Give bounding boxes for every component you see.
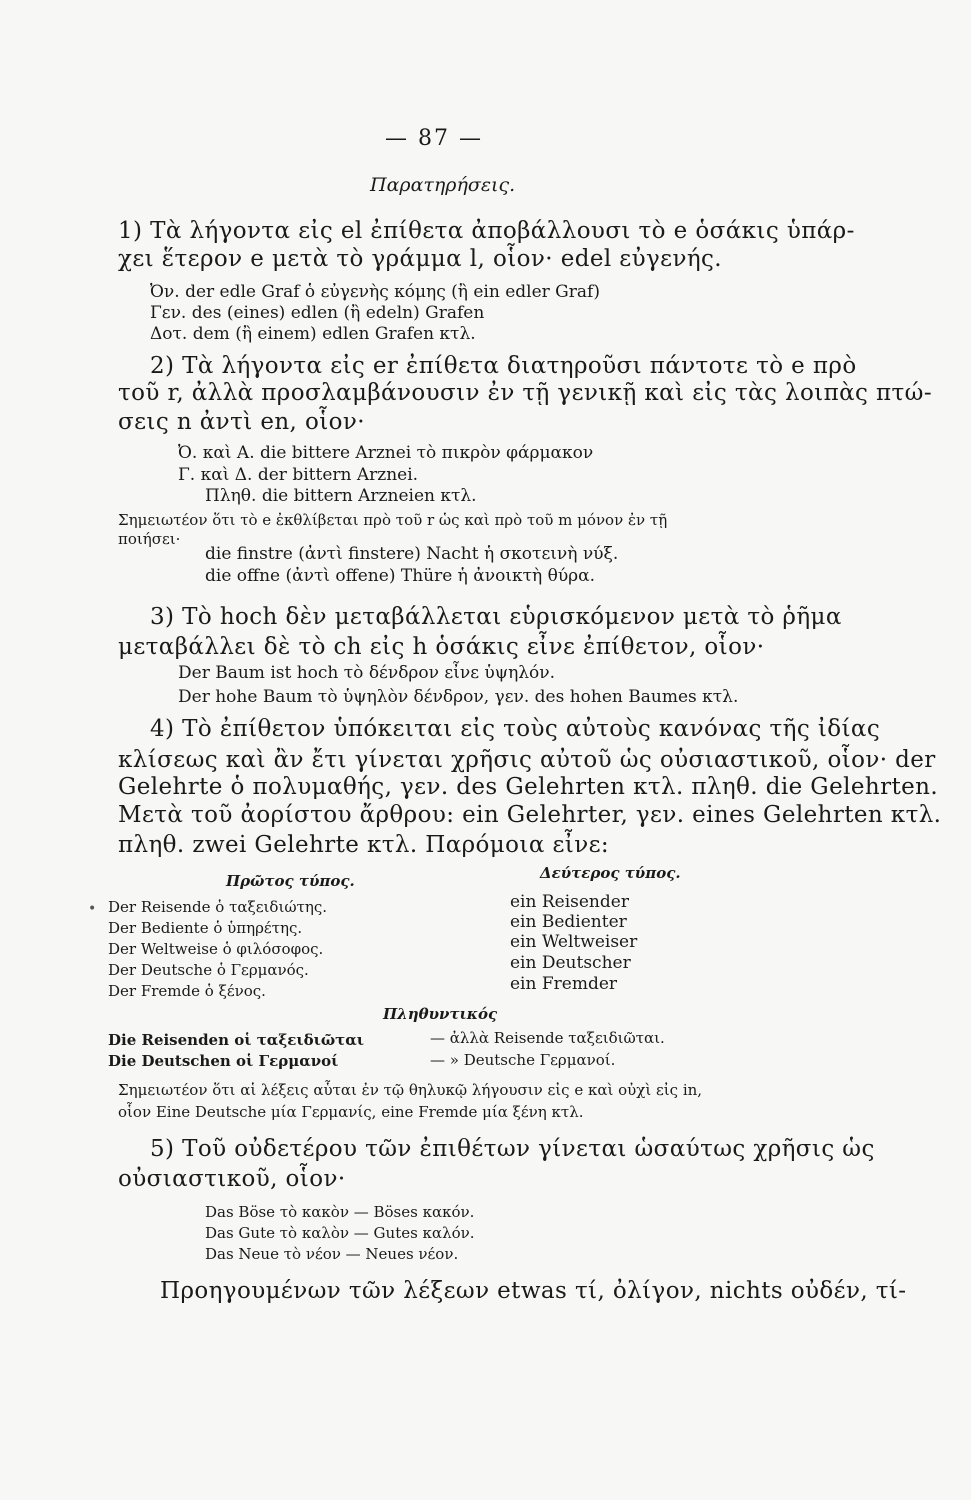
plural-left-item: Die Deutschen οἱ Γερμανοί xyxy=(108,1052,339,1070)
obs1-line-1: 1) Τὰ λήγοντα εἰς el ἐπίθετα ἀποβάλλουσι τὸ e ὁσάκις ὑπάρ- xyxy=(118,218,855,244)
obs1-example: Γεν. des (eines) edlen (ἢ edeln) Grafen xyxy=(150,303,485,323)
obs2-example: Γ. καὶ Δ. der bittern Arznei. xyxy=(178,465,419,485)
obs4-line-4: Μετὰ τοῦ ἀορίστου ἄρθρου: ein Gelehrter, γεν. eines Gelehrten κτλ. xyxy=(118,802,942,828)
first-type-item: Der Bediente ὁ ὑπηρέτης. xyxy=(108,919,303,937)
obs2-note-example: die finstre (ἀντὶ finstere) Nacht ἡ σκοτεινὴ νύξ. xyxy=(205,544,619,564)
plural-heading: Πληθυντικός xyxy=(383,1005,498,1023)
decl-note-line-1: Σημειωτέον ὅτι αἱ λέξεις αὗται ἐν τῷ θηλυκῷ λήγουσιν εἰς e καὶ οὐχὶ εἰς in, xyxy=(118,1081,703,1099)
plural-right-item: — » Deutsche Γερμανοί. xyxy=(430,1051,616,1069)
obs4-line-5: πληθ. zwei Gelehrte κτλ. Παρόμοια εἶνε: xyxy=(118,832,610,858)
first-type-item: Der Fremde ὁ ξένος. xyxy=(108,982,266,1000)
obs5-line-2: οὐσιαστικοῦ, οἷον· xyxy=(118,1166,346,1192)
last-line: Προηγουμένων τῶν λέξεων etwas τί, ὀλίγον, nichts οὐδέν, τί- xyxy=(160,1278,907,1304)
obs3-example: Der Baum ist hoch τὸ δένδρον εἶνε ὑψηλόν. xyxy=(178,663,556,683)
obs1-line-2: χει ἕτερον e μετὰ τὸ γράμμα l, οἷον· edel εὐγενής. xyxy=(118,246,723,272)
obs2-line-1: 2) Τὰ λήγοντα εἰς er ἐπίθετα διατηροῦσι πάντοτε τὸ e πρὸ xyxy=(150,353,857,379)
first-type-heading: Πρῶτος τύπος. xyxy=(226,872,355,890)
decl-note-line-2: οἷον Eine Deutsche μία Γερμανίς, eine Fremde μία ξένη κτλ. xyxy=(118,1103,584,1121)
second-type-item: ein Fremder xyxy=(510,974,618,994)
margin-mark: • xyxy=(88,901,97,917)
obs5-example: Das Gute τὸ καλὸν — Gutes καλόν. xyxy=(205,1224,475,1242)
plural-right-item: — ἀλλὰ Reisende ταξειδιῶται. xyxy=(430,1029,665,1047)
obs2-note-example: die offne (ἀντὶ offene) Thüre ἡ ἀνοικτὴ θύρα. xyxy=(205,566,596,586)
obs2-note-line-2: ποιήσει· xyxy=(118,530,181,548)
plural-left-item: Die Reisenden οἱ ταξειδιῶται xyxy=(108,1031,365,1049)
obs4-line-3: Gelehrte ὁ πολυμαθής, γεν. des Gelehrten κτλ. πληθ. die Gelehrten. xyxy=(118,774,939,800)
obs5-example: Das Neue τὸ νέον — Neues νέον. xyxy=(205,1245,459,1263)
obs3-line-1: 3) Τὸ hoch δὲν μεταβάλλεται εὑρισκόμενον μετὰ τὸ ῥῆμα xyxy=(150,604,842,630)
obs4-line-2: κλίσεως καὶ ἂν ἔτι γίνεται χρῆσις αὐτοῦ ὡς οὐσιαστικοῦ, οἷον· der xyxy=(118,747,936,773)
obs2-note-line-1: Σημειωτέον ὅτι τὸ e ἐκθλίβεται πρὸ τοῦ r ὡς καὶ πρὸ τοῦ m μόνον ἐν τῇ xyxy=(118,511,668,529)
first-type-item: Der Weltweise ὁ φιλόσοφος. xyxy=(108,940,324,958)
obs1-example: Ὀν. der edle Graf ὁ εὐγενὴς κόμης (ἢ ein edler Graf) xyxy=(150,282,600,302)
page-number: — 87 — xyxy=(385,126,483,151)
obs2-line-2: τοῦ r, ἀλλὰ προσλαμβάνουσιν ἐν τῇ γενικῇ καὶ εἰς τὰς λοιπὰς πτώ- xyxy=(118,380,933,406)
obs2-line-3: σεις n ἀντὶ en, οἷον· xyxy=(118,409,365,435)
second-type-item: ein Weltweiser xyxy=(510,932,638,952)
obs4-line-1: 4) Τὸ ἐπίθετον ὑπόκειται εἰς τοὺς αὐτοὺς κανόνας τῆς ἰδίας xyxy=(150,716,881,742)
obs3-example: Der hohe Baum τὸ ὑψηλὸν δένδρον, γεν. des hohen Baumes κτλ. xyxy=(178,687,739,707)
second-type-item: ein Reisender xyxy=(510,892,629,912)
obs5-line-1: 5) Τοῦ οὐδετέρου τῶν ἐπιθέτων γίνεται ὡσαύτως χρῆσις ὡς xyxy=(150,1136,875,1162)
obs2-example: Ὀ. καὶ Α. die bittere Arznei τὸ πικρὸν φάρμακον xyxy=(178,443,594,463)
obs2-example: Πληθ. die bittern Arzneien κτλ. xyxy=(205,486,477,506)
first-type-item: Der Deutsche ὁ Γερμανός. xyxy=(108,961,309,979)
obs1-example: Δοτ. dem (ἢ einem) edlen Grafen κτλ. xyxy=(150,324,476,344)
second-type-heading: Δεύτερος τύπος. xyxy=(540,864,681,882)
first-type-item: Der Reisende ὁ ταξειδιώτης. xyxy=(108,898,328,916)
obs5-example: Das Böse τὸ κακὸν — Böses κακόν. xyxy=(205,1203,475,1221)
obs3-line-2: μεταβάλλει δὲ τὸ ch εἰς h ὁσάκις εἶνε ἐπίθετον, οἷον· xyxy=(118,634,765,660)
second-type-item: ein Bedienter xyxy=(510,912,627,932)
section-title: Παρατηρήσεις. xyxy=(370,174,516,196)
second-type-item: ein Deutscher xyxy=(510,953,631,973)
